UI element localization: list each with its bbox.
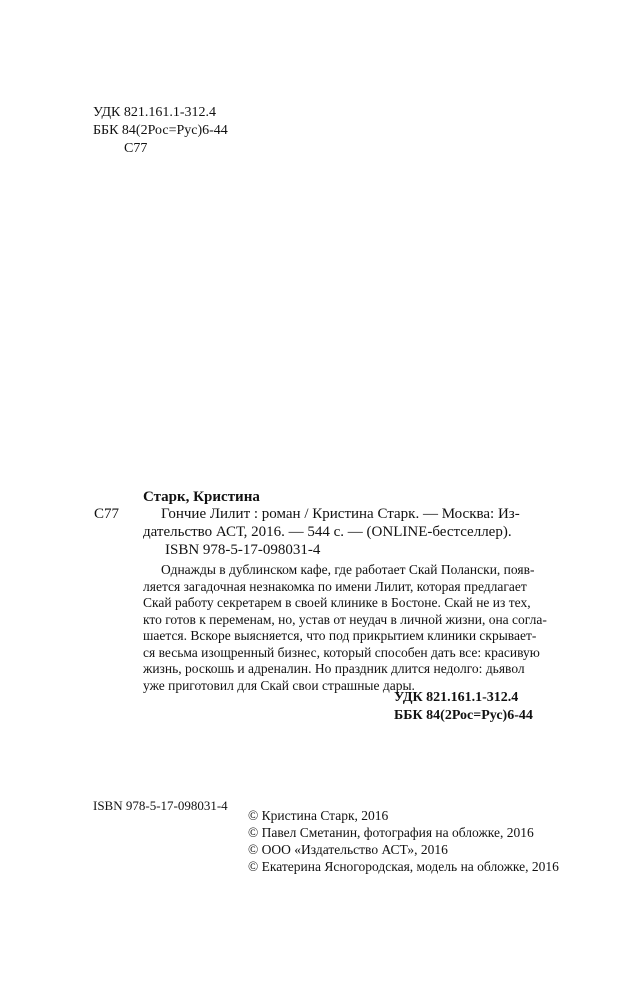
copyright-line: © ООО «Издательство АСТ», 2016 — [248, 842, 448, 857]
annotation-line: уже приготовил для Скай свои страшные дары. — [143, 677, 415, 693]
catalog-author-mark: С77 — [94, 506, 120, 522]
annotation-line: шается. Вскоре выясняется, что под прикрытием клиники скрывает- — [143, 628, 537, 643]
annotation-line: кто готов к переменам, но, устав от неудач в личной жизни, она согла- — [143, 611, 547, 627]
copyright-line: © Кристина Старк, 2016 — [248, 808, 389, 823]
udk-code: УДК 821.161.1-312.4 — [93, 105, 217, 120]
annotation-line: Скай работу секретарем в своей клинике в Бостоне. Скай не из тех, — [143, 595, 531, 610]
copyright-line: © Екатерина Ясногородская, модель на обложке, 2016 — [248, 859, 559, 874]
catalog-udk: УДК 821.161.1-312.4 — [394, 690, 519, 705]
catalog-isbn: ISBN 978-5-17-098031-4 — [165, 542, 321, 558]
bbk-code: ББК 84(2Рос=Рус)6-44 — [93, 123, 228, 138]
catalog-classification — [394, 689, 533, 725]
annotation-line: Однажды в дублинском кафе, где работает Скай Полански, появ- — [161, 562, 535, 577]
annotation-line: ся весьма изощренный бизнес, который способен дать все: красивую — [143, 644, 540, 660]
annotation — [143, 562, 557, 694]
isbn: ISBN 978-5-17-098031-4 — [93, 798, 228, 813]
annotation-line: ляется загадочная незнакомка по имени Лилит, которая предлагает — [143, 578, 527, 594]
top-classification — [93, 104, 228, 158]
copyright-line: © Павел Сметанин, фотография на обложке, 2016 — [248, 825, 534, 840]
author-mark: С77 — [124, 141, 148, 156]
bibliographic-description — [143, 505, 553, 559]
biblio-line: дательство АСТ, 2016. — 544 с. — (ONLINE-бестселлер). — [143, 524, 512, 540]
biblio-line: Гончие Лилит : роман / Кристина Старк. — Москва: Из- — [161, 506, 520, 522]
catalog-bbk: ББК 84(2Рос=Рус)6-44 — [394, 708, 533, 723]
catalog-author: Старк, Кристина — [143, 489, 260, 505]
copyright-notices — [248, 807, 559, 875]
annotation-line: жизнь, роскошь и адреналин. Но праздник длится недолго: дьявол — [143, 661, 525, 676]
